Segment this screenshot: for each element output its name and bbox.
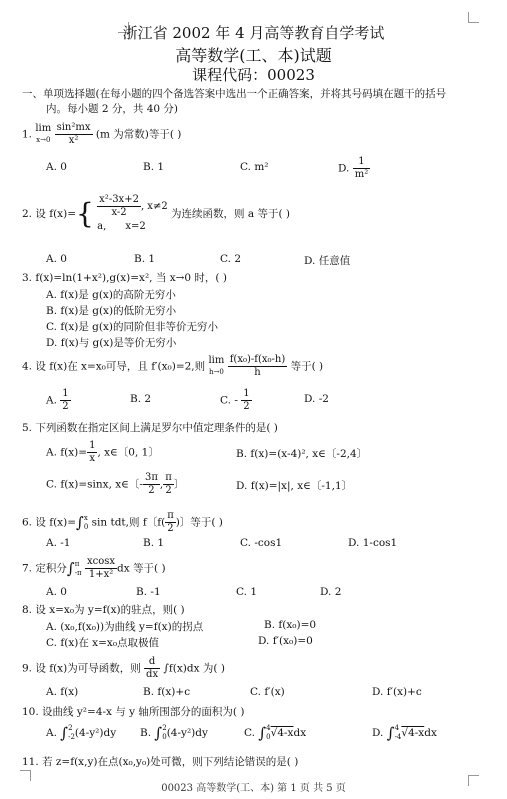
exam-subject: 高等数学(工、本)试题 <box>175 46 332 65</box>
q6-option-a: A. -1 <box>46 537 71 549</box>
q4-option-d: D. -2 <box>304 393 329 405</box>
q9-option-c: C. f′(x) <box>250 686 285 698</box>
q10-option-c: C. ∫4 0√4-xdx <box>244 724 307 742</box>
section-heading-cont: 内。每小题 2 分，共 40 分) <box>46 103 178 115</box>
q1-option-c: C. m² <box>240 161 269 173</box>
q10-option-a: A. ∫2 -2(4-y²)dy <box>46 724 117 742</box>
question-10: 10. 设曲线 y²=4-x 与 y 轴所围部分的面积为( ) <box>22 706 245 718</box>
q10-option-d: D. ∫4 -4√4-xdx <box>372 724 437 742</box>
page-footer: 00023 高等数学(工、本) 第 1 页 共 5 页 <box>161 783 346 794</box>
q8-option-b: B. f(x₀)=0 <box>264 619 317 631</box>
question-9: 9. 设 f(x)为可导函数，则 $\frac{d}{dx}$ ∫f(x)dx 为( ) <box>22 656 225 680</box>
question-3: 3. f(x)=ln(1+x²),g(x)=x², 当 x→0 时，( ) <box>22 272 227 284</box>
q7-option-a: A. 0 <box>46 586 67 598</box>
q9-option-b: B. f(x)+c <box>143 686 191 698</box>
question-4: 4. 设 f(x)在 x=x₀可导，且 f′(x₀)=2,则 lim h→0 $\frac{\text{f(x₀)-f(x₀-h)}}{h}$ 等于( ) <box>22 354 324 378</box>
q6-option-b: B. 1 <box>143 537 165 549</box>
q2-option-d: D. 任意值 <box>304 255 351 267</box>
question-6: 6. 设 f(x)=∫x 0 sin tdt,则 f〔f( $\frac{\pi}{2}$ )〕等于( ) <box>22 510 223 534</box>
q5-option-d: D. f(x)=|x|, x∈〔-1,1〕 <box>236 480 353 492</box>
q5-option-b: B. f(x)=(x-4)², x∈〔-2,4〕 <box>236 448 368 460</box>
question-5: 5. 下列函数在指定区间上满足罗尔中值定理条件的是( ) <box>22 422 278 434</box>
question-1: 1. lim x→0 $\frac{\text{sin²mx}}{\text{x²}}$ (m 为常数)等于( ) <box>22 122 182 146</box>
q7-option-d: D. 2 <box>320 586 342 598</box>
q2-option-c: C. 2 <box>220 253 242 265</box>
q4-option-a: A. $\frac{1}{2}$ <box>46 388 69 412</box>
q3-option-a: A. f(x)是 g(x)的高阶无穷小 <box>46 289 176 301</box>
q4-option-b: B. 2 <box>130 393 152 405</box>
q5-option-c: C. f(x)=sinx, x∈〔- $\frac{3\pi}{2}$ , $\frac{\pi}{2}$ 〕 <box>46 472 185 496</box>
q1-option-a: A. 0 <box>46 161 67 173</box>
q5-option-a: A. f(x)= $\frac{1}{x}$ , x∈〔0, 1〕 <box>46 440 159 464</box>
q3-option-c: C. f(x)是 g(x)的同阶但非等价无穷小 <box>46 321 219 333</box>
q3-option-d: D. f(x)与 g(x)是等价无穷小 <box>46 337 177 349</box>
question-11: 11. 若 z=f(x,y)在点(x₀,y₀)处可微，则下列结论错误的是( ) <box>22 756 299 768</box>
q9-option-a: A. f(x) <box>46 686 79 698</box>
q3-option-b: B. f(x)是 g(x)的低阶无穷小 <box>46 305 177 317</box>
course-code: 课程代码：00023 <box>192 66 315 84</box>
q7-option-b: B. -1 <box>136 586 161 598</box>
q8-option-d: D. f′(x₀)=0 <box>258 635 313 647</box>
q6-option-c: C. -cos1 <box>240 537 283 549</box>
q4-option-c: C. - $\frac{1}{2}$ <box>220 388 250 412</box>
q8-option-a: A. (x₀,f(x₀))为曲线 y=f(x)的拐点 <box>46 621 204 633</box>
exam-title: 浙江省 2002 年 4 月高等教育自学考试 <box>122 24 385 42</box>
q6-option-d: D. 1-cos1 <box>348 537 398 549</box>
question-2: 2. 设 f(x)={ $\frac{\text{x²-3x+2}}{x-2}$ , x≠2 a, x=2 为连续函数，则 a 等于( ) <box>22 194 291 232</box>
q1-option-d: D. $\frac{1}{\text{m²}}$ <box>338 156 369 180</box>
question-7: 7. 定积分∫π -π $\frac{xcosx}{\text{1+x²}}$ dx 等于( ) <box>22 556 166 580</box>
q1-option-b: B. 1 <box>143 161 165 173</box>
q2-option-b: B. 1 <box>134 253 156 265</box>
q10-option-b: B. ∫2 0(4-y²)dy <box>140 724 208 742</box>
q2-option-a: A. 0 <box>46 253 67 265</box>
question-8: 8. 设 x=x₀为 y=f(x)的驻点，则( ) <box>22 604 185 616</box>
q7-option-c: C. 1 <box>236 586 258 598</box>
q9-option-d: D. f′(x)+c <box>372 686 422 698</box>
q8-option-c: C. f(x)在 x=x₀点取极值 <box>46 637 160 649</box>
section-heading: 一、单项选择题(在每小题的四个备选答案中选出一个正确答案，并将其号码填在题干的括号 <box>22 88 447 100</box>
